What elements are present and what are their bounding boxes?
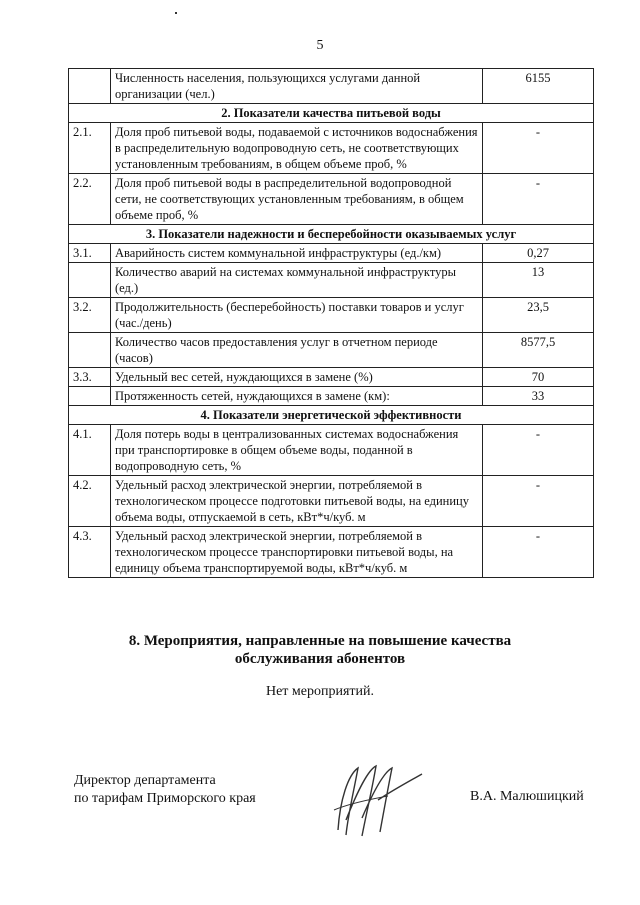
indicators-table [68, 68, 594, 578]
indicator-name: Удельный расход электрической энергии, потребляемой в технологическом процессе подготовки питьевой воды, на единицу объема воды, отпускаемой в сеть, кВт*ч/куб. м [111, 476, 483, 527]
table-row [69, 123, 594, 174]
signatory-position-line2: по тарифам Приморского края [74, 791, 256, 806]
indicator-name: Доля потерь воды в централизованных системах водоснабжения при транспортировке в общем объеме воды, поданной в водопроводную сеть, % [111, 425, 483, 476]
section-header: 4. Показатели энергетической эффективности [69, 406, 594, 425]
indicator-value: - [483, 123, 594, 174]
table-row [69, 69, 594, 104]
handwritten-signature [318, 760, 428, 840]
indicator-name: Продолжительность (бесперебойность) поставки товаров и услуг (час./день) [111, 298, 483, 333]
indicator-value: 13 [483, 263, 594, 298]
table-row [69, 333, 594, 368]
section-header-row [69, 225, 594, 244]
row-number: 4.3. [69, 527, 111, 578]
row-number: 4.1. [69, 425, 111, 476]
indicator-value: 6155 [483, 69, 594, 104]
signatory-position-line1: Директор департамента [74, 773, 216, 788]
row-number [69, 387, 111, 406]
section-8-text: Нет мероприятий. [265, 684, 375, 699]
row-number: 3.1. [69, 244, 111, 263]
indicator-value: - [483, 476, 594, 527]
indicator-value: 70 [483, 368, 594, 387]
indicator-value: 8577,5 [483, 333, 594, 368]
indicator-name: Удельный вес сетей, нуждающихся в замене (%) [111, 368, 483, 387]
page-number: 5 [316, 38, 324, 53]
indicator-value: 23,5 [483, 298, 594, 333]
indicator-value: - [483, 527, 594, 578]
indicator-name: Протяженность сетей, нуждающихся в замене (км): [111, 387, 483, 406]
signatory-name: В.А. Малюшицкий [470, 789, 584, 804]
indicator-value: 33 [483, 387, 594, 406]
table-row [69, 174, 594, 225]
section-8-title [60, 632, 580, 668]
section-header: 3. Показатели надежности и бесперебойности оказываемых услуг [69, 225, 594, 244]
row-number: 3.3. [69, 368, 111, 387]
table-row [69, 476, 594, 527]
section-8-title-line2: обслуживания абонентов [234, 651, 406, 667]
signatory-position [74, 772, 256, 808]
row-number [69, 263, 111, 298]
indicator-name: Аварийность систем коммунальной инфраструктуры (ед./км) [111, 244, 483, 263]
table-row [69, 263, 594, 298]
table-row [69, 368, 594, 387]
row-number [69, 333, 111, 368]
table-row [69, 425, 594, 476]
table-row [69, 244, 594, 263]
table-row [69, 298, 594, 333]
section-8-title-line1: 8. Мероприятия, направленные на повышение качества [128, 633, 512, 649]
indicator-name: Доля проб питьевой воды, подаваемой с источников водоснабжения в распределительную водопроводную сеть, не соответствующих установленным требованиям, в общем объеме проб, % [111, 123, 483, 174]
section-header-row [69, 406, 594, 425]
indicator-name: Количество аварий на системах коммунальной инфраструктуры (ед.) [111, 263, 483, 298]
indicator-name: Численность населения, пользующихся услугами данной организации (чел.) [111, 69, 483, 104]
table-row [69, 527, 594, 578]
indicator-value: - [483, 425, 594, 476]
section-header-row [69, 104, 594, 123]
scan-dot [175, 12, 177, 14]
indicator-value: 0,27 [483, 244, 594, 263]
table-row [69, 387, 594, 406]
indicator-value: - [483, 174, 594, 225]
indicator-name: Удельный расход электрической энергии, потребляемой в технологическом процессе транспортировки питьевой воды, на единицу объема транспортируемой воды, кВт*ч/куб. м [111, 527, 483, 578]
row-number: 3.2. [69, 298, 111, 333]
row-number [69, 69, 111, 104]
row-number: 4.2. [69, 476, 111, 527]
row-number: 2.1. [69, 123, 111, 174]
row-number: 2.2. [69, 174, 111, 225]
indicator-name: Доля проб питьевой воды в распределительной водопроводной сети, не соответствующих установленным требованиям, в общем объеме проб, % [111, 174, 483, 225]
section-header: 2. Показатели качества питьевой воды [69, 104, 594, 123]
indicator-name: Количество часов предоставления услуг в отчетном периоде (часов) [111, 333, 483, 368]
